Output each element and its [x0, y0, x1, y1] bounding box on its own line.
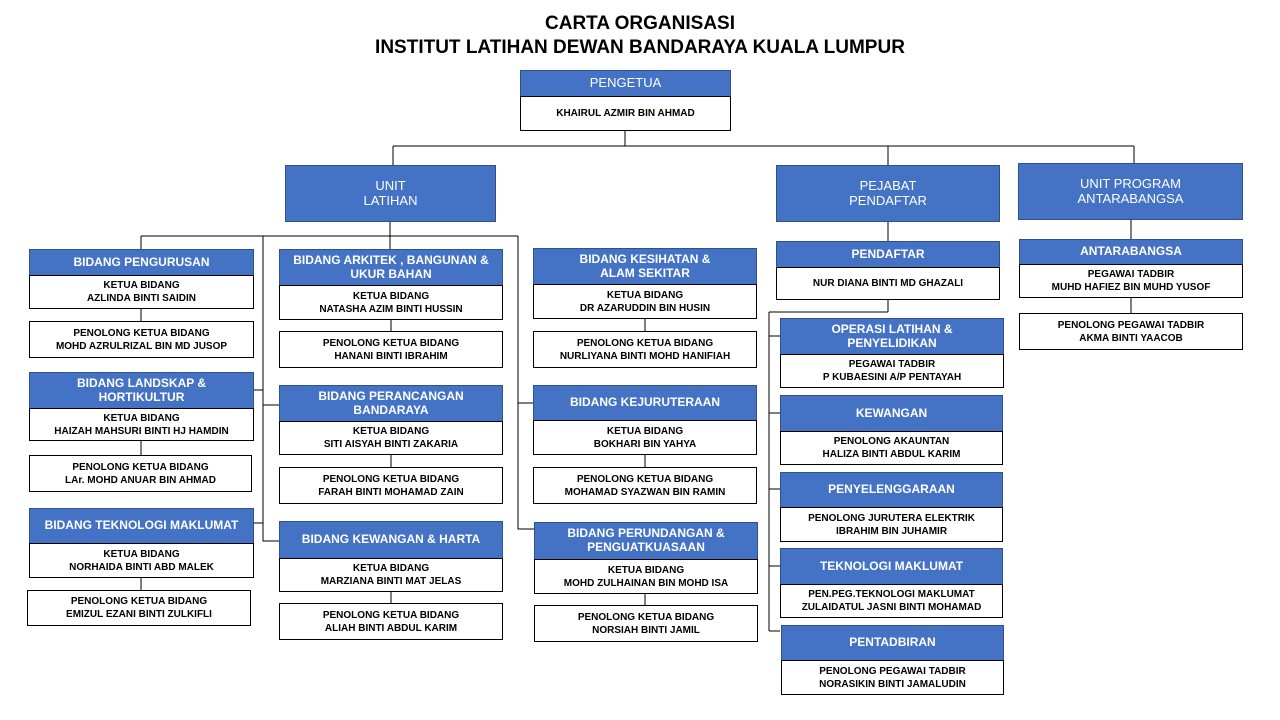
operasi-latihan-staff: PEGAWAI TADBIR P KUBAESINI A/P PENTAYAH: [780, 354, 1004, 388]
penolong-ketua-bidang-box: PENOLONG KETUA BIDANG HANANI BINTI IBRAHIM: [279, 331, 503, 368]
bidang-kesihatan-header: BIDANG KESIHATAN & ALAM SEKITAR: [533, 248, 757, 285]
ketua-bidang-box: KETUA BIDANG HAIZAH MAHSURI BINTI HJ HAMDIN: [29, 408, 254, 441]
unit-latihan-header: UNIT LATIHAN: [285, 165, 496, 222]
bidang-perancangan-header: BIDANG PERANCANGAN BANDARAYA: [279, 385, 503, 422]
pejabat-pendaftar-header: PEJABAT PENDAFTAR: [776, 165, 1000, 222]
ketua-bidang-box: KETUA BIDANG BOKHARI BIN YAHYA: [533, 420, 757, 455]
ketua-bidang-box: KETUA BIDANG AZLINDA BINTI SAIDIN: [29, 275, 254, 309]
pengetua-header: PENGETUA: [520, 70, 731, 97]
chart-title: CARTA ORGANISASI: [545, 13, 735, 34]
penolong-ketua-bidang-box: PENOLONG KETUA BIDANG MOHD AZRULRIZAL BIN MD JUSOP: [29, 321, 254, 358]
chart-subtitle: INSTITUT LATIHAN DEWAN BANDARAYA KUALA LUMPUR: [375, 37, 905, 58]
unit-program-antarabangsa-header: UNIT PROGRAM ANTARABANGSA: [1018, 163, 1243, 220]
pentadbiran-staff: PENOLONG PEGAWAI TADBIR NORASIKIN BINTI JAMALUDIN: [781, 660, 1004, 695]
penolong-ketua-bidang-box: PENOLONG KETUA BIDANG ALIAH BINTI ABDUL KARIM: [279, 603, 503, 640]
kewangan-header: KEWANGAN: [780, 395, 1003, 432]
bidang-pengurusan-header: BIDANG PENGURUSAN: [29, 249, 254, 276]
bidang-perundangan-header: BIDANG PERUNDANGAN & PENGUATKUASAAN: [534, 522, 758, 560]
operasi-latihan-header: OPERASI LATIHAN & PENYELIDIKAN: [780, 318, 1004, 355]
pendaftar-name: NUR DIANA BINTI MD GHAZALI: [776, 267, 1000, 300]
penyelenggaraan-header: PENYELENGGARAAN: [780, 472, 1003, 508]
penolong-ketua-bidang-box: PENOLONG KETUA BIDANG NURLIYANA BINTI MOHD HANIFIAH: [533, 331, 757, 368]
penolong-pegawai-tadbir-box: PENOLONG PEGAWAI TADBIR AKMA BINTI YAACOB: [1019, 313, 1243, 350]
ketua-bidang-box: KETUA BIDANG NORHAIDA BINTI ABD MALEK: [29, 543, 254, 578]
penolong-ketua-bidang-box: PENOLONG KETUA BIDANG NORSIAH BINTI JAMIL: [534, 605, 758, 642]
penyelenggaraan-staff: PENOLONG JURUTERA ELEKTRIK IBRAHIM BIN JUHAMIR: [780, 507, 1003, 542]
pendaftar-header: PENDAFTAR: [776, 241, 1000, 268]
ketua-bidang-box: KETUA BIDANG SITI AISYAH BINTI ZAKARIA: [279, 421, 503, 455]
penolong-ketua-bidang-box: PENOLONG KETUA BIDANG MOHAMAD SYAZWAN BIN RAMIN: [533, 467, 757, 504]
penolong-ketua-bidang-box: PENOLONG KETUA BIDANG FARAH BINTI MOHAMAD ZAIN: [279, 467, 503, 504]
ketua-bidang-box: KETUA BIDANG MARZIANA BINTI MAT JELAS: [279, 558, 503, 592]
kewangan-staff: PENOLONG AKAUNTAN HALIZA BINTI ABDUL KARIM: [780, 431, 1003, 465]
antarabangsa-header: ANTARABANGSA: [1019, 239, 1243, 265]
teknologi-maklumat-staff: PEN.PEG.TEKNOLOGI MAKLUMAT ZULAIDATUL JASNI BINTI MOHAMAD: [780, 584, 1003, 618]
bidang-kejuruteraan-header: BIDANG KEJURUTERAAN: [533, 385, 757, 421]
pentadbiran-header: PENTADBIRAN: [781, 625, 1004, 661]
bidang-teknologi-maklumat-header: BIDANG TEKNOLOGI MAKLUMAT: [29, 508, 254, 544]
penolong-ketua-bidang-box: PENOLONG KETUA BIDANG LAr. MOHD ANUAR BIN AHMAD: [29, 455, 252, 492]
pengetua-name: KHAIRUL AZMIR BIN AHMAD: [520, 96, 731, 131]
ketua-bidang-box: KETUA BIDANG MOHD ZULHAINAN BIN MOHD ISA: [534, 559, 758, 594]
penolong-ketua-bidang-box: PENOLONG KETUA BIDANG EMIZUL EZANI BINTI ZULKIFLI: [27, 590, 251, 626]
bidang-landskap-header: BIDANG LANDSKAP & HORTIKULTUR: [29, 372, 254, 409]
ketua-bidang-box: KETUA BIDANG NATASHA AZIM BINTI HUSSIN: [279, 285, 503, 320]
bidang-arkitek-header: BIDANG ARKITEK , BANGUNAN & UKUR BAHAN: [279, 249, 503, 286]
bidang-kewangan-harta-header: BIDANG KEWANGAN & HARTA: [279, 521, 503, 559]
teknologi-maklumat-header: TEKNOLOGI MAKLUMAT: [780, 548, 1003, 585]
pegawai-tadbir-box: PEGAWAI TADBIR MUHD HAFIEZ BIN MUHD YUSOF: [1019, 264, 1243, 298]
ketua-bidang-box: KETUA BIDANG DR AZARUDDIN BIN HUSIN: [533, 284, 757, 319]
